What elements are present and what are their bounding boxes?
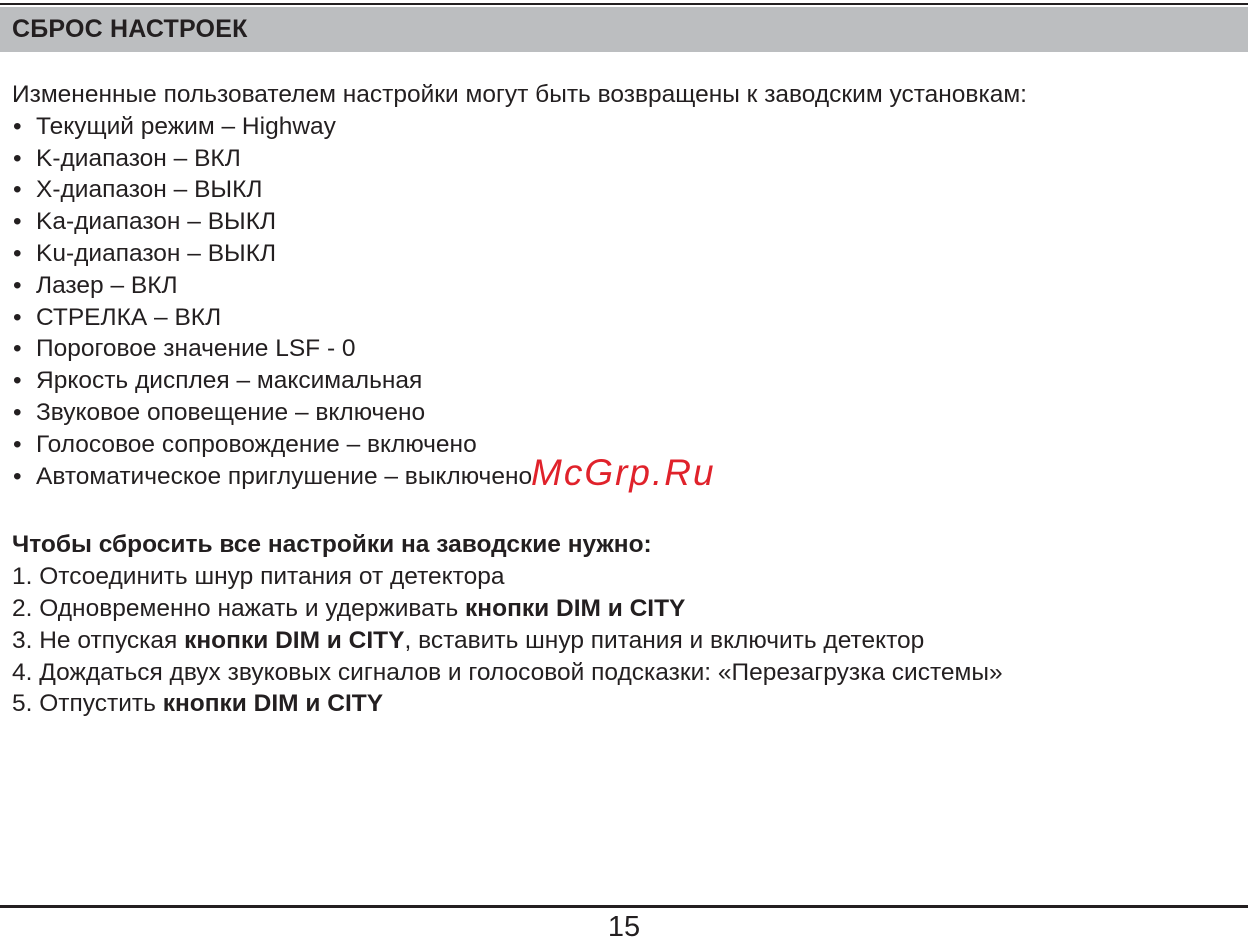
bullet-icon: •: [13, 335, 22, 363]
section-title: СБРОС НАСТРОЕК: [12, 15, 248, 43]
step-text: 5. Отпустить: [12, 690, 163, 718]
top-rule: [0, 3, 1248, 5]
list-item-text: K-диапазон – ВКЛ: [36, 144, 241, 172]
step-item: [12, 593, 1236, 625]
bullet-icon: •: [13, 176, 22, 204]
step-emphasis: кнопки DIM и CITY: [162, 690, 384, 718]
list-item: [12, 333, 1236, 365]
step-text: 1. Отсоединить шнур питания от детектора: [12, 563, 505, 591]
bullet-icon: •: [13, 239, 22, 267]
intro-text: Измененные пользователем настройки могут быть возвращены к заводским установкам:: [12, 81, 1027, 108]
bottom-rule: [0, 905, 1248, 908]
list-item: [12, 111, 1236, 143]
bullet-icon: •: [13, 398, 22, 426]
bullet-icon: •: [13, 271, 22, 299]
list-item: [12, 397, 1236, 429]
list-item-text: Ku-диапазон – ВЫКЛ: [36, 239, 277, 267]
step-text: 4. Дождаться двух звуковых сигналов и голосовой подсказки: «Перезагрузка системы»: [12, 658, 1003, 686]
page-number: 15: [607, 911, 641, 943]
step-text: 3. Не отпуская: [12, 626, 185, 654]
list-item-text: Автоматическое приглушение – выключено: [36, 462, 533, 490]
list-item-text: СТРЕЛКА – ВКЛ: [36, 303, 222, 331]
list-item-text: Голосовое сопровождение – включено: [36, 430, 477, 458]
list-item-text: Ka-диапазон – ВЫКЛ: [36, 208, 277, 236]
bullet-icon: •: [13, 208, 22, 236]
bullet-icon: •: [13, 367, 22, 395]
list-item: [12, 143, 1236, 175]
list-item-text: Яркость дисплея – максимальная: [36, 367, 423, 395]
step-item: [12, 625, 1236, 657]
bullet-icon: •: [13, 430, 22, 458]
step-item: [12, 688, 1236, 720]
steps-heading: Чтобы сбросить все настройки на заводские нужно:: [12, 531, 652, 559]
watermark-logo: McGrp.Ru: [531, 452, 716, 493]
defaults-list: [12, 111, 1236, 493]
bullet-icon: •: [13, 462, 22, 490]
list-item: [12, 238, 1236, 270]
bullet-icon: •: [13, 303, 22, 331]
step-emphasis: кнопки DIM и CITY: [465, 594, 686, 622]
list-item-text: Звуковое оповещение – включено: [36, 398, 426, 426]
step-text: 2. Одновременно нажать и удерживать: [12, 594, 466, 622]
step-item: [12, 657, 1236, 689]
bullet-icon: •: [13, 144, 22, 172]
list-item: [12, 302, 1236, 334]
list-item: [12, 206, 1236, 238]
list-item-text: Текущий режим – Highway: [36, 112, 336, 140]
list-item: [12, 365, 1236, 397]
step-text-after: , вставить шнур питания и включить детектор: [404, 626, 925, 654]
steps-list: [12, 561, 1236, 720]
paragraph-spacer: [12, 492, 1236, 529]
page-content: [12, 79, 1236, 720]
list-item: [12, 270, 1236, 302]
list-item-text: Лазер – ВКЛ: [36, 271, 178, 299]
section-header-bar: [0, 7, 1248, 52]
step-emphasis: кнопки DIM и CITY: [184, 626, 405, 654]
list-item-text: X-диапазон – ВЫКЛ: [36, 176, 263, 204]
list-item: [12, 174, 1236, 206]
list-item-text: Пороговое значение LSF - 0: [36, 335, 356, 363]
step-item: [12, 561, 1236, 593]
bullet-icon: •: [13, 112, 22, 140]
